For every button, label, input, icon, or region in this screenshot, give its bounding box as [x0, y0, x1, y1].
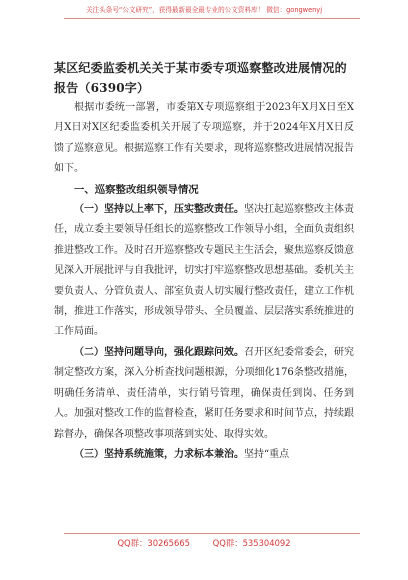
- header-divider: [64, 18, 360, 19]
- header-banner: 关注头条号“公文研究”，获得最新最全最专业的公文资料库！ 微信：gongwenyj: [85, 6, 323, 14]
- section-heading: 一、巡察整改组织领导情况: [74, 183, 199, 196]
- intro-paragraph: 根据市委统一部署，市委第X专项巡察组于2023年X月X日至X月X日对X区纪委监委机关开展了专项巡察，并于2024年X月X日反馈了巡察意见。根据巡察工作有关要求，现将巡察整改进展情况报告如下。: [54, 102, 354, 175]
- footer-divider: [64, 533, 360, 534]
- document-title: [54, 58, 354, 98]
- paragraph-2-body: 召开区纪委常委会，研究制定整改方案，深入分析查找问题根源，分项细化176条整改措施，明确任务清单、责任清单，实行销号管理，确保责任到岗、任务到人。加强对整改工作的监督检查，紧盯任务要求和时间节点，持续跟踪督办，确保各项整改事项落到实处、取得实效。: [54, 346, 354, 440]
- title-word-count: （6390字）: [78, 81, 150, 95]
- title-text: 某区纪委监委机关关于某市委专项巡察整改进展情况的报告: [54, 61, 347, 95]
- paragraph-3-body: 坚持“重点: [244, 448, 290, 460]
- footer: [0, 537, 408, 549]
- document-body: [54, 58, 354, 465]
- paragraph-3: [54, 445, 354, 465]
- footer-qq-group-1: QQ群：30265665: [117, 538, 190, 548]
- footer-qq-group-2: QQ群：535304092: [212, 538, 291, 548]
- paragraph-3-lead: （三）坚持系统施策，力求标本兼治。: [74, 448, 244, 460]
- paragraph-1-body: 坚决扛起巡察整改主体责任，成立委主要领导任组长的巡察整改工作领导小组，全面负责组织推进整改工作。及时召开巡察整改专题民主生活会，聚焦巡察反馈意见深入开展批评与自我批评，切实打牢巡察整改思想基础。委机关主要负责人、分管负责人、部室负责人切实履行整改责任，建立工作机制，推进工作落实，形成领导带头、全员覆盖、层层落实系统推进的工作局面。: [54, 204, 354, 338]
- paragraph-2: [54, 343, 354, 445]
- paragraph-2-lead: （二）坚持问题导向，强化跟踪问效。: [74, 346, 244, 358]
- paragraph-1: [54, 200, 354, 343]
- paragraph-1-lead: （一）坚持以上率下，压实整改责任。: [74, 204, 244, 216]
